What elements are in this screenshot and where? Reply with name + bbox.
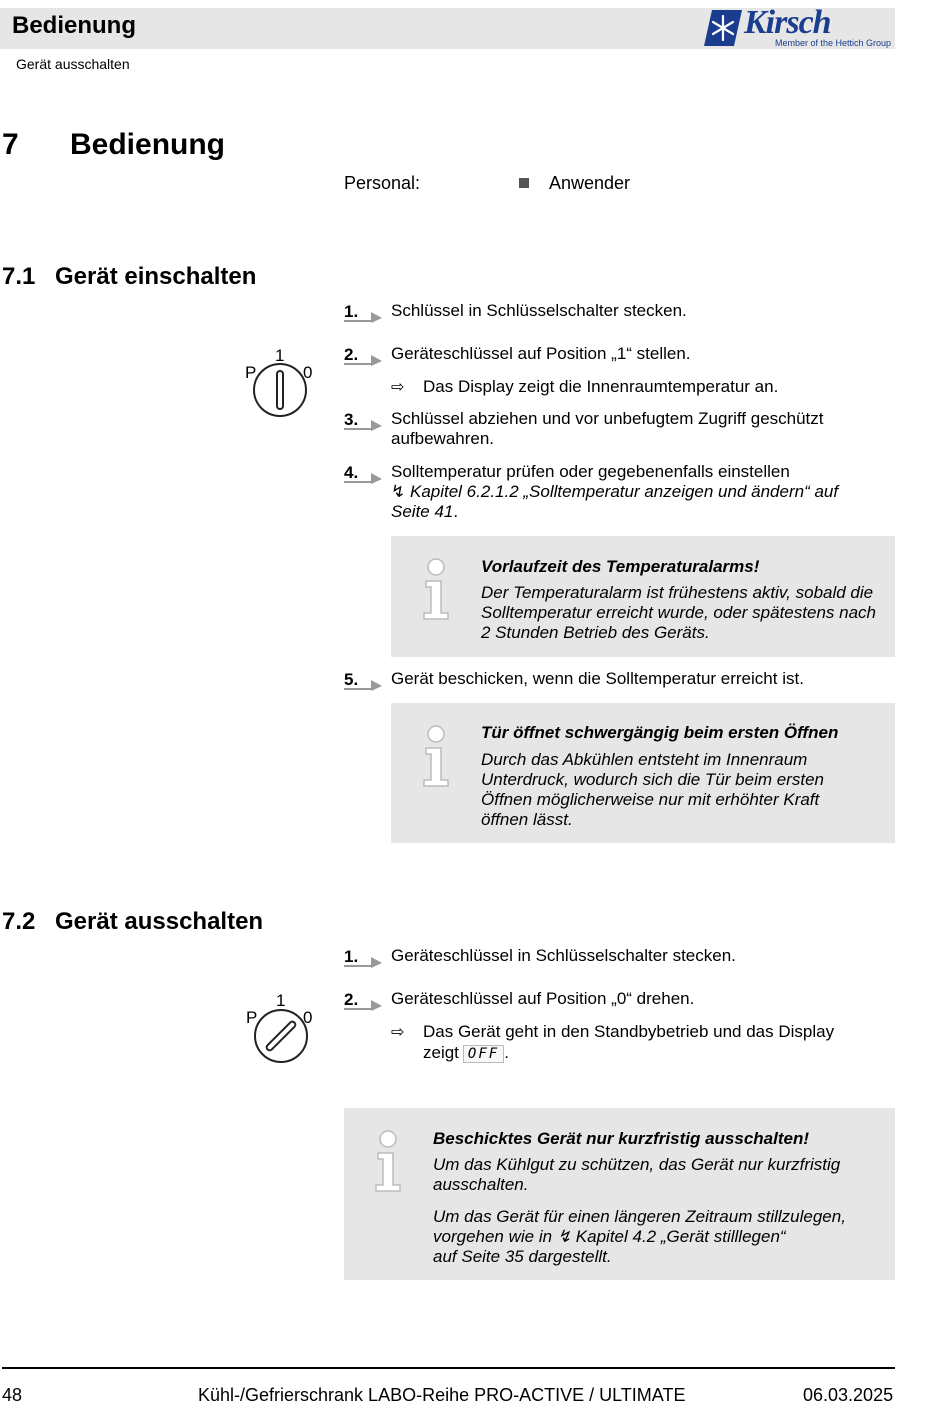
step-number: 3.: [344, 410, 359, 429]
step-number: 2.: [344, 345, 359, 364]
logo-wordmark: Kirsch: [744, 4, 831, 41]
step-result: Das Display zeigt die Innenraumtemperatur an.: [423, 377, 779, 396]
note-title: Beschicktes Gerät nur kurzfristig ausschalten!: [433, 1129, 810, 1148]
step-result: [423, 1021, 883, 1063]
step-text: Geräteschlüssel in Schlüsselschalter stecken.: [391, 946, 736, 965]
step-text: Solltemperatur prüfen oder gegebenenfalls einstellen: [391, 462, 790, 481]
switch-label-p: P: [246, 1008, 258, 1027]
info-icon: [419, 724, 453, 788]
personnel-label: Personal:: [344, 173, 421, 193]
result-end: .: [504, 1043, 509, 1062]
note-body: Durch das Abkühlen entsteht im Innenraum Unterdruck, wodurch sich die Tür beim ersten Öffnen möglicherweise nur mit erhöhter Kraft öffnen lässt.: [481, 750, 824, 829]
note-text: Um das Gerät für einen längeren Zeitraum stillzulegen, vorgehen wie in: [433, 1207, 846, 1246]
warning-note: [344, 1108, 895, 1280]
step-arrow-icon: [344, 677, 382, 691]
step-arrow-icon: [344, 309, 382, 323]
chapter-number: 7: [2, 128, 19, 161]
switch-label-0: 0: [303, 1008, 313, 1027]
key-switch-position-1-icon: [244, 346, 318, 420]
section-number: 7.2: [2, 908, 36, 935]
result-text: Das Gerät geht in den Standbybetrieb und das Display: [423, 1022, 835, 1041]
note-title: Vorlaufzeit des Temperaturalarms!: [481, 557, 760, 576]
info-icon: [419, 557, 453, 621]
switch-label-1: 1: [276, 991, 286, 1010]
cross-reference-icon: ↯: [556, 1227, 572, 1246]
section-title: Gerät einschalten: [55, 263, 257, 290]
switch-label-1: 1: [275, 346, 285, 365]
personnel-value: Anwender: [549, 173, 631, 193]
step-number: 4.: [344, 463, 359, 482]
step-number: 2.: [344, 990, 359, 1009]
step-number: 1.: [344, 947, 359, 966]
footer-divider: [2, 1367, 895, 1369]
step-text: Geräteschlüssel auf Position „1“ stellen.: [391, 344, 691, 363]
note-body-reference: [433, 1207, 888, 1267]
result-text-cont: zeigt: [423, 1043, 459, 1062]
snowflake-logo-icon: [704, 8, 744, 48]
step-arrow-icon: [344, 417, 382, 431]
note-body: Der Temperaturalarm ist frühestens aktiv, sobald die Solltemperatur erreicht wurde, oder spätestens nach 2 Stunden Betrieb des Geräts.: [481, 583, 876, 642]
info-note: [391, 703, 895, 843]
footer-document-title: Kühl-/Gefrierschrank LABO-Reihe PRO-ACTIVE / ULTIMATE: [198, 1385, 686, 1405]
header-title: Bedienung: [12, 12, 136, 39]
step-number: 1.: [344, 302, 359, 321]
step-arrow-icon: [344, 470, 382, 484]
footer-date: 06.03.2025: [803, 1385, 894, 1405]
display-off-readout: OFF: [463, 1045, 504, 1063]
info-note: [391, 536, 895, 657]
note-text-end: auf Seite 35 dargestellt.: [433, 1247, 612, 1266]
info-icon: [371, 1129, 405, 1193]
note-body: Um das Kühlgut zu schützen, das Gerät nur kurzfristig ausschalten.: [433, 1155, 841, 1194]
step-arrow-icon: [344, 352, 382, 366]
logo-tagline: Member of the Hettich Group: [775, 38, 892, 48]
header-subtitle: Gerät ausschalten: [16, 56, 130, 72]
page-number: 48: [2, 1385, 23, 1405]
company-logo: [702, 4, 894, 50]
step-text: Schlüssel in Schlüsselschalter stecken.: [391, 301, 687, 320]
step-number: 5.: [344, 670, 359, 689]
step-text-with-link: [391, 462, 881, 522]
step-text: Schlüssel abziehen und vor unbefugtem Zugriff geschützt aufbewahren.: [391, 409, 824, 448]
key-switch-position-0-icon: [244, 991, 318, 1065]
step-arrow-icon: [344, 997, 382, 1011]
section-title: Gerät ausschalten: [55, 908, 264, 935]
result-arrow-icon: ⇨: [391, 1024, 405, 1041]
step-text: Gerät beschicken, wenn die Solltemperatur erreicht ist.: [391, 669, 804, 688]
cross-reference-icon: ↯: [391, 482, 406, 501]
step-text: Geräteschlüssel auf Position „0“ drehen.: [391, 989, 695, 1008]
cross-reference-link[interactable]: Kapitel 6.2.1.2 „Solltemperatur anzeigen und ändern“ auf Seite 41: [391, 482, 839, 521]
switch-label-0: 0: [303, 363, 313, 382]
step-arrow-icon: [344, 954, 382, 968]
bullet-square-icon: [519, 178, 529, 188]
link-end: .: [453, 502, 459, 521]
cross-reference-link[interactable]: Kapitel 4.2 „Gerät stilllegen“: [575, 1227, 786, 1246]
switch-label-p: P: [245, 363, 257, 382]
note-title: Tür öffnet schwergängig beim ersten Öffnen: [481, 723, 839, 742]
section-number: 7.1: [2, 263, 36, 290]
chapter-title: Bedienung: [70, 128, 225, 161]
result-arrow-icon: ⇨: [391, 379, 405, 396]
